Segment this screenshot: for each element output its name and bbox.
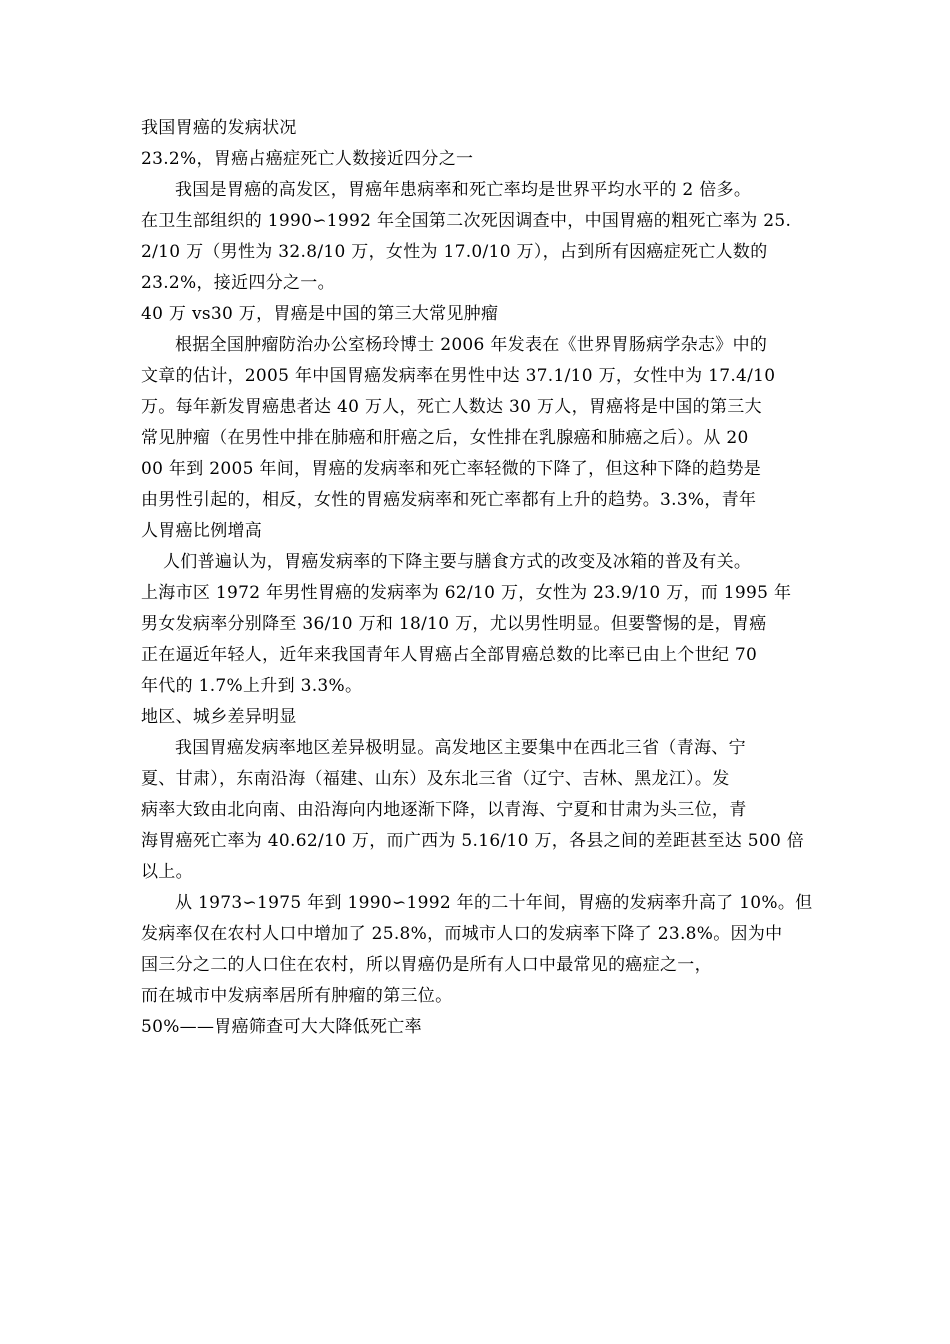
paragraph-urban-rural xyxy=(141,888,816,1012)
paragraph-line: 而在城市中发病率居所有肿瘤的第三位。 xyxy=(141,986,453,1006)
paragraph-line: 00 年到 2005 年间，胃癌的发病率和死亡率轻微的下降了，但这种下降的趋势是 xyxy=(141,459,762,479)
paragraph-line: 海胃癌死亡率为 40.62/10 万，而广西为 5.16/10 万，各县之间的差距甚至达 500 倍 xyxy=(141,831,805,851)
heading-screening: 50%——胃癌筛查可大大降低死亡率 xyxy=(141,1017,422,1037)
paragraph-diet-change xyxy=(141,547,816,702)
paragraph-line: 23.2%，接近四分之一。 xyxy=(141,273,335,293)
paragraph-line: 由男性引起的，相反，女性的胃癌发病率和死亡率都有上升的趋势。3.3%，青年 xyxy=(141,490,757,510)
paragraph-line: 夏、甘肃），东南沿海（福建、山东）及东北三省（辽宁、吉林、黑龙江）。发 xyxy=(141,769,730,789)
paragraph-line: 国三分之二的人口住在农村，所以胃癌仍是所有人口中最常见的癌症之一， xyxy=(141,955,712,975)
heading-regional-difference: 地区、城乡差异明显 xyxy=(141,707,297,727)
paragraph-high-incidence xyxy=(141,175,816,299)
document-body xyxy=(141,113,816,1043)
heading-stomach-cancer-status: 我国胃癌的发病状况 xyxy=(141,118,297,138)
paragraph-line: 根据全国肿瘤防治办公室杨玲博士 2006 年发表在《世界胃肠病学杂志》中的 xyxy=(175,335,768,355)
paragraph-line: 正在逼近年轻人，近年来我国青年人胃癌占全部胃癌总数的比率已由上个世纪 70 xyxy=(141,645,758,665)
paragraph-line: 2/10 万（男性为 32.8/10 万，女性为 17.0/10 万），占到所有因癌症死亡人数的 xyxy=(141,242,768,262)
paragraph-regional-distribution xyxy=(141,733,816,888)
paragraph-line: 人胃癌比例增高 xyxy=(141,521,263,541)
paragraph-line: 人们普遍认为，胃癌发病率的下降主要与膳食方式的改变及冰箱的普及有关。 xyxy=(163,552,752,572)
paragraph-line: 年代的 1.7%上升到 3.3%。 xyxy=(141,676,363,696)
paragraph-line: 我国胃癌发病率地区差异极明显。高发地区主要集中在西北三省（青海、宁 xyxy=(175,738,746,758)
paragraph-line: 在卫生部组织的 1990∽1992 年全国第二次死因调查中，中国胃癌的粗死亡率为 25. xyxy=(141,211,792,231)
paragraph-line: 发病率仅在农村人口中增加了 25.8%，而城市人口的发病率下降了 23.8%。因为中 xyxy=(141,924,783,944)
paragraph-line: 以上。 xyxy=(141,862,193,882)
heading-death-share: 23.2%，胃癌占癌症死亡人数接近四分之一 xyxy=(141,149,474,169)
paragraph-estimate-2005 xyxy=(141,330,816,547)
paragraph-line: 上海市区 1972 年男性胃癌的发病率为 62/10 万，女性为 23.9/10 万，而 1995 年 xyxy=(141,583,792,603)
heading-third-common-tumor: 40 万 vs30 万，胃癌是中国的第三大常见肿瘤 xyxy=(141,304,499,324)
paragraph-line: 文章的估计，2005 年中国胃癌发病率在男性中达 37.1/10 万，女性中为 17.4/10 xyxy=(141,366,776,386)
paragraph-line: 万。每年新发胃癌患者达 40 万人，死亡人数达 30 万人，胃癌将是中国的第三大 xyxy=(141,397,762,417)
paragraph-line: 男女发病率分别降至 36/10 万和 18/10 万，尤以男性明显。但要警惕的是，胃癌 xyxy=(141,614,767,634)
paragraph-line: 从 1973∽1975 年到 1990∽1992 年的二十年间，胃癌的发病率升高了 10%。但 xyxy=(175,893,813,913)
paragraph-line: 病率大致由北向南、由沿海向内地逐渐下降，以青海、宁夏和甘肃为头三位，青 xyxy=(141,800,747,820)
paragraph-line: 我国是胃癌的高发区，胃癌年患病率和死亡率均是世界平均水平的 2 倍多。 xyxy=(175,180,752,200)
paragraph-line: 常见肿瘤（在男性中排在肺癌和肝癌之后，女性排在乳腺癌和肺癌之后）。从 20 xyxy=(141,428,749,448)
